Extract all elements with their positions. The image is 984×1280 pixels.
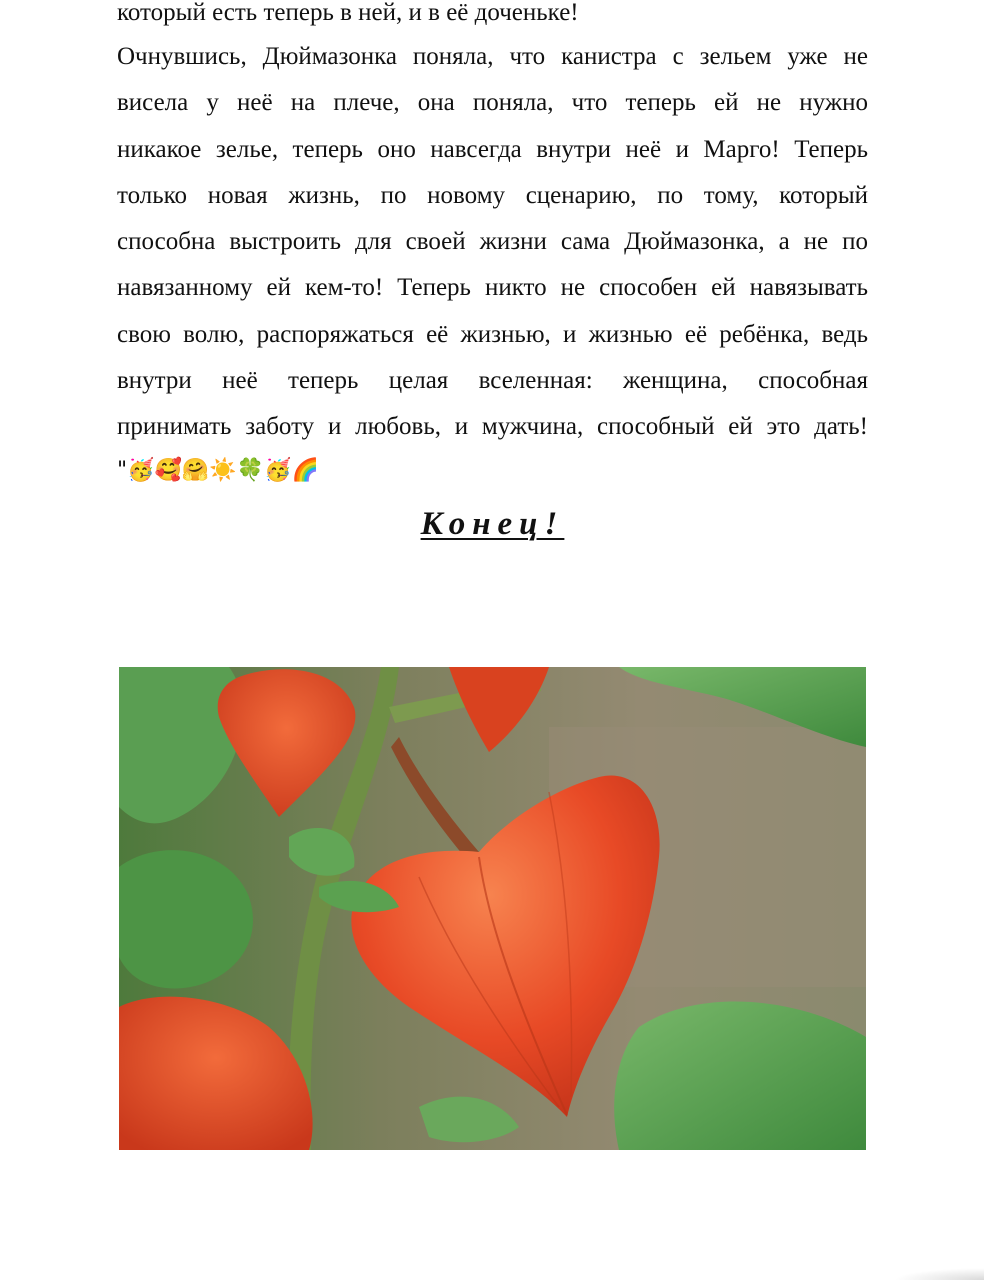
ending-title: Конец! [420,506,565,542]
paragraph-line-9: принимать заботу и любовь, и мужчина, способный ей это дать! [117,413,868,441]
paragraph-line-7: свою волю, распоряжаться её жизнью, и жизнью её ребёнка, ведь [117,320,868,348]
paragraph-line-5: способна выстроить для своей жизни сама Дюймазонка, а не по [117,228,868,256]
corner-shadow [894,1268,984,1280]
paragraph-line-6: навязанному ей кем-то! Теперь никто не способен ей навязывать [117,274,868,302]
leaf-bottom-right [614,1002,866,1150]
emoji-line: "🥳🥰🤗☀️🍀🥳🌈 [117,457,319,483]
paragraph-line-3: никакое зелье, теперь оно навсегда внутри неё и Марго! Теперь [117,135,868,163]
physalis-photo [119,667,866,1150]
paragraph-line-2: висела у неё на плече, она поняла, что теперь ей не нужно [117,89,868,117]
paragraph-line-4: только новая жизнь, по новому сценарию, по тому, который [117,181,868,209]
paragraph-line-1: Очнувшись, Дюймазонка поняла, что канистра с зельем уже не [117,43,868,70]
story-paragraph [117,34,868,489]
physalis-illustration [119,667,866,1150]
paragraph-line-8: внутри неё теперь целая вселенная: женщина, способная [117,367,868,395]
story-partial-line: который есть теперь в ней, и в её доченьке! [117,0,579,26]
